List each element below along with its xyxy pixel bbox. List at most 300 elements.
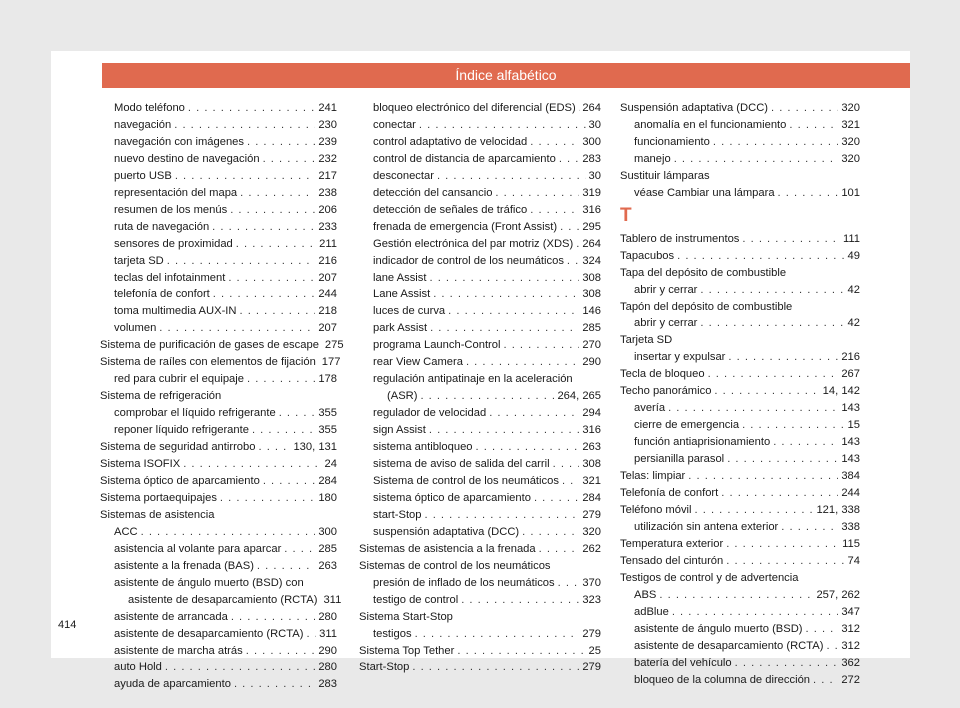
entry-page-ref: 143: [841, 402, 860, 415]
entry-page-ref: 267: [841, 368, 860, 381]
page-title: Índice alfabético: [455, 67, 557, 83]
dot-leader: [461, 592, 579, 609]
entry-page-ref: 311: [319, 627, 337, 640]
dot-leader: [231, 609, 316, 626]
dot-leader: [448, 303, 579, 320]
index-subentry: [100, 676, 337, 693]
entry-page-ref: 178: [318, 373, 337, 386]
entry-page-ref: 130, 131: [293, 441, 337, 454]
entry-page-ref: 146: [582, 305, 601, 318]
index-entry: [100, 388, 337, 405]
dot-leader: [742, 417, 844, 434]
index-subentry: [620, 282, 860, 299]
index-entry: [359, 541, 601, 558]
dot-leader: [415, 626, 580, 643]
index-subentry: [359, 439, 601, 456]
dot-leader: [212, 219, 315, 236]
index-subentry: [359, 168, 601, 185]
index-entry: [100, 337, 344, 354]
entry-page-ref: 177: [321, 356, 341, 369]
entry-text: asistente de desaparcamiento (RCTA): [114, 627, 304, 640]
index-subentry: [100, 405, 337, 422]
index-subentry: [620, 434, 860, 451]
dot-leader: [677, 248, 844, 265]
entry-page-ref: 279: [582, 508, 601, 521]
entry-text: volumen: [114, 322, 157, 335]
entry-text: Sistema de control de los neumáticos: [373, 474, 559, 487]
entry-page-ref: 311: [323, 593, 342, 606]
dot-leader: [188, 100, 315, 117]
index-subentry: [620, 117, 860, 134]
index-subentry: [100, 117, 337, 134]
index-subentry: [620, 655, 860, 672]
entry-page-ref: 143: [841, 453, 860, 466]
dot-leader: [466, 354, 579, 371]
dot-leader: [726, 553, 844, 570]
dot-leader: [672, 604, 838, 621]
entry-page-ref: 180: [318, 491, 337, 504]
entry-text: regulación antipatinaje en la aceleración: [373, 373, 573, 386]
dot-leader: [558, 575, 580, 592]
entry-page-ref: 263: [318, 559, 337, 572]
dot-leader: [306, 626, 316, 643]
dot-leader: [503, 337, 579, 354]
dot-leader: [771, 100, 838, 117]
index-entry: [620, 265, 860, 282]
entry-page-ref: 207: [318, 271, 337, 284]
entry-page-ref: 257, 262: [816, 588, 860, 601]
entry-text: Tensado del cinturón: [620, 554, 724, 567]
entry-text: (ASR): [387, 390, 418, 403]
index-entry: [620, 100, 860, 117]
entry-page-ref: 280: [318, 610, 337, 623]
dot-leader: [247, 134, 315, 151]
entry-page-ref: 320: [582, 525, 601, 538]
dot-leader: [263, 151, 316, 168]
entry-text: presión de inflado de los neumáticos: [373, 576, 555, 589]
dot-leader: [530, 134, 579, 151]
entry-text: sistema antibloqueo: [373, 441, 473, 454]
index-subentry: [359, 236, 601, 253]
entry-page-ref: 308: [582, 458, 601, 471]
entry-page-ref: 320: [841, 102, 860, 114]
index-entry: [620, 485, 860, 502]
entry-text: control de distancia de aparcamiento: [373, 152, 556, 165]
index-entry: [100, 490, 337, 507]
index-entry: [620, 299, 860, 316]
dot-leader: [659, 587, 813, 604]
entry-page-ref: 362: [841, 656, 860, 669]
entry-text: Sustituir lámparas: [620, 169, 710, 182]
section-letter: T: [620, 204, 632, 226]
entry-text: telefonía de confort: [114, 288, 210, 301]
entry-text: batería del vehículo: [634, 656, 732, 669]
dot-leader: [279, 405, 316, 422]
dot-leader: [252, 422, 315, 439]
entry-text: Telas: limpiar: [620, 470, 686, 483]
index-subentry: [100, 303, 337, 320]
index-subentry: [100, 168, 337, 185]
entry-page-ref: 285: [318, 542, 337, 555]
entry-page-ref: 244: [841, 487, 860, 500]
dot-leader: [476, 439, 580, 456]
entry-text: Sistema ISOFIX: [100, 458, 181, 471]
dot-leader: [246, 643, 316, 660]
entry-page-ref: 14, 142: [822, 385, 860, 398]
entry-page-ref: 238: [318, 186, 337, 199]
entry-page-ref: 264: [582, 237, 601, 250]
entry-text: red para cubrir el equipaje: [114, 373, 244, 386]
entry-text: utilización sin antena exterior: [634, 520, 779, 533]
entry-text: Tapacubos: [620, 249, 675, 262]
dot-leader: [228, 270, 315, 287]
dot-leader: [813, 672, 838, 689]
entry-page-ref: 321: [582, 474, 601, 487]
entry-text: rear View Camera: [373, 356, 463, 369]
entry-text: detección del cansancio: [373, 186, 493, 199]
index-subentry: [100, 253, 337, 270]
entry-page-ref: 290: [582, 356, 601, 369]
dot-leader: [789, 117, 838, 134]
dot-leader: [433, 286, 579, 303]
dot-leader: [457, 643, 585, 660]
dot-leader: [412, 659, 579, 676]
entry-text: asistente de ángulo muerto (BSD): [634, 622, 803, 635]
index-subentry: [620, 451, 860, 468]
index-entry: [359, 609, 601, 626]
entry-text: Tapón del depósito de combustible: [620, 300, 793, 313]
index-subentry: [100, 371, 337, 388]
entry-text: asistente de marcha atrás: [114, 644, 243, 657]
entry-text: Sistemas de asistencia: [100, 508, 215, 521]
entry-page-ref: 15: [847, 419, 860, 432]
index-subentry: [359, 371, 601, 405]
entry-text: abrir y cerrar: [634, 283, 698, 296]
dot-leader: [534, 490, 579, 507]
index-subentry: [100, 643, 337, 660]
index-subentry: [620, 185, 860, 202]
index-column-2: [359, 100, 601, 676]
entry-page-ref: 143: [841, 436, 860, 449]
dot-leader: [213, 286, 316, 303]
entry-text: puerto USB: [114, 169, 172, 182]
index-entry: [100, 439, 337, 456]
index-subentry: [620, 349, 860, 366]
dot-leader: [539, 541, 580, 558]
index-entry: [620, 468, 860, 485]
entry-page-ref: 312: [841, 622, 860, 635]
dot-leader: [420, 388, 554, 405]
index-subentry: [359, 100, 601, 117]
entry-text: lane Assist: [373, 271, 427, 284]
index-subentry: [359, 270, 601, 287]
entry-text: navegación: [114, 118, 172, 131]
index-subentry: [359, 185, 601, 202]
index-entry: [359, 659, 601, 676]
index-subentry: [359, 219, 601, 236]
index-subentry: [359, 490, 601, 507]
index-subentry: [100, 575, 342, 609]
index-subentry: [100, 286, 337, 303]
index-subentry: [620, 604, 860, 621]
entry-text: Sistema Start-Stop: [359, 610, 453, 623]
entry-page-ref: 300: [582, 135, 601, 148]
index-entry: [620, 502, 860, 519]
entry-page-ref: 217: [318, 169, 337, 182]
index-subentry: [100, 422, 337, 439]
index-subentry: [359, 286, 601, 303]
dot-leader: [165, 659, 315, 676]
entry-text: Suspensión adaptativa (DCC): [620, 102, 768, 114]
dot-leader: [560, 219, 579, 236]
index-subentry: [100, 134, 337, 151]
index-column-3: [620, 100, 860, 688]
entry-page-ref: 295: [582, 220, 601, 233]
index-subentry: [359, 575, 601, 592]
entry-text: véase Cambiar una lámpara: [634, 186, 775, 199]
index-subentry: [359, 507, 601, 524]
index-entry: [100, 354, 341, 371]
entry-page-ref: 49: [847, 249, 860, 262]
dot-leader: [708, 366, 839, 383]
entry-text: luces de curva: [373, 305, 446, 318]
entry-page-ref: 218: [318, 305, 337, 318]
entry-text: resumen de los menús: [114, 203, 228, 216]
dot-leader: [257, 558, 315, 575]
entry-page-ref: 320: [841, 135, 860, 148]
index-subentry: [359, 456, 601, 473]
index-entry: [620, 168, 860, 185]
index-entry: [620, 570, 860, 587]
entry-page-ref: 74: [847, 554, 860, 567]
dot-leader: [419, 117, 586, 134]
index-subentry: [359, 473, 601, 490]
entry-text: Sistema Top Tether: [359, 644, 455, 657]
entry-page-ref: 262: [582, 542, 601, 555]
entry-text: park Assist: [373, 322, 428, 335]
dot-leader: [522, 524, 579, 541]
entry-page-ref: 338: [841, 520, 860, 533]
entry-continuation: [114, 592, 342, 609]
dot-leader: [695, 502, 814, 519]
entry-page-ref: 42: [847, 317, 860, 330]
entry-page-ref: 355: [318, 424, 337, 437]
index-subentry: [620, 638, 860, 655]
dot-leader: [567, 253, 579, 270]
entry-page-ref: 321: [841, 118, 860, 131]
index-entry: [359, 558, 601, 575]
entry-page-ref: 300: [318, 525, 337, 538]
entry-text: bloqueo electrónico del diferencial (EDS): [373, 102, 576, 114]
dot-leader: [562, 473, 579, 490]
index-subentry: [100, 151, 337, 168]
entry-page-ref: 263: [582, 441, 601, 454]
entry-page-ref: 320: [841, 152, 860, 165]
dot-leader: [167, 253, 316, 270]
index-entry: [620, 332, 860, 349]
entry-page-ref: 216: [318, 254, 337, 267]
index-subentry: [100, 100, 337, 117]
entry-page-ref: 279: [582, 627, 601, 640]
entry-page-ref: 285: [582, 322, 601, 335]
entry-page-ref: 244: [318, 288, 337, 301]
entry-text: asistente de ángulo muerto (BSD) con: [114, 576, 304, 589]
entry-text: sistema óptico de aparcamiento: [373, 491, 531, 504]
dot-leader: [159, 320, 315, 337]
entry-page-ref: 241: [318, 102, 337, 114]
entry-text: Sistema de refrigeración: [100, 390, 222, 403]
dot-leader: [430, 320, 579, 337]
index-subentry: [359, 320, 601, 337]
index-subentry: [100, 626, 337, 643]
entry-page-ref: 308: [582, 288, 601, 301]
entry-page-ref: 216: [841, 351, 860, 364]
entry-text: testigo de control: [373, 593, 459, 606]
index-entry: [620, 383, 860, 400]
index-entry: [100, 473, 337, 490]
entry-page-ref: 111: [842, 232, 860, 245]
entry-text: toma multimedia AUX-IN: [114, 305, 237, 318]
entry-text: Lane Assist: [373, 288, 431, 301]
dot-leader: [559, 151, 579, 168]
dot-leader: [553, 456, 580, 473]
entry-page-ref: 283: [582, 152, 601, 165]
entry-page-ref: 115: [842, 537, 860, 550]
entry-text: Tapa del depósito de combustible: [620, 266, 787, 279]
page-number: 414: [58, 619, 77, 631]
entry-text: Sistema portaequipajes: [100, 491, 217, 504]
dot-leader: [174, 117, 315, 134]
index-subentry: [620, 417, 860, 434]
entry-text: manejo: [634, 152, 671, 165]
dot-leader: [728, 349, 838, 366]
entry-text: sign Assist: [373, 424, 426, 437]
index-subentry: [620, 519, 860, 536]
index-subentry: [359, 524, 601, 541]
entry-text: regulador de velocidad: [373, 407, 487, 420]
entry-text: Telefonía de confort: [620, 487, 719, 500]
entry-text: ABS: [634, 588, 657, 601]
entry-page-ref: 370: [582, 576, 601, 589]
dot-leader: [700, 315, 844, 332]
dot-leader: [234, 676, 315, 693]
entry-text: reponer líquido refrigerante: [114, 424, 249, 437]
entry-text: Gestión electrónica del par motriz (XDS): [373, 237, 574, 250]
dot-leader: [778, 185, 839, 202]
entry-text: avería: [634, 402, 666, 415]
dot-leader: [425, 507, 580, 524]
entry-text: detección de señales de tráfico: [373, 203, 528, 216]
index-subentry: [620, 621, 860, 638]
index-subentry: [359, 151, 601, 168]
index-subentry: [100, 202, 337, 219]
dot-leader: [183, 456, 321, 473]
entry-text: Sistema óptico de aparcamiento: [100, 474, 260, 487]
dot-leader: [175, 168, 315, 185]
index-subentry: [359, 422, 601, 439]
entry-text: Sistemas de asistencia a la frenada: [359, 542, 536, 555]
dot-leader: [437, 168, 586, 185]
entry-text: asistente de desaparcamiento (RCTA): [128, 593, 318, 606]
entry-page-ref: 270: [582, 339, 601, 352]
entry-page-ref: 279: [582, 661, 601, 674]
dot-leader: [721, 485, 838, 502]
entry-page-ref: 283: [318, 678, 337, 691]
index-entry: [100, 456, 337, 473]
index-subentry: [620, 151, 860, 168]
index-entry: [620, 231, 860, 248]
entry-text: anomalía en el funcionamiento: [634, 118, 787, 131]
entry-text: sensores de proximidad: [114, 237, 233, 250]
dot-leader: [230, 202, 315, 219]
entry-text: asistente de arrancada: [114, 610, 228, 623]
entry-page-ref: 24: [324, 458, 337, 471]
index-column-1: [100, 100, 344, 693]
entry-continuation: [373, 388, 601, 405]
entry-text: asistencia al volante para aparcar: [114, 542, 282, 555]
index-subentry: [100, 558, 337, 575]
entry-text: suspensión adaptativa (DCC): [373, 525, 520, 538]
index-entry: [620, 248, 860, 265]
index-entry: [620, 366, 860, 383]
dot-leader: [576, 236, 579, 253]
dot-leader: [806, 621, 839, 638]
dot-leader: [781, 519, 838, 536]
entry-page-ref: 347: [841, 605, 860, 618]
dot-leader: [727, 451, 838, 468]
index-subentry: [100, 270, 337, 287]
dot-leader: [284, 541, 315, 558]
entry-text: start-Stop: [373, 508, 422, 521]
entry-text: testigos: [373, 627, 412, 640]
entry-text: Tecla de bloqueo: [620, 368, 705, 381]
entry-text: adBlue: [634, 605, 669, 618]
dot-leader: [826, 638, 838, 655]
entry-text: representación del mapa: [114, 186, 238, 199]
entry-text: tarjeta SD: [114, 254, 164, 267]
entry-page-ref: 275: [324, 339, 344, 352]
entry-text: persianilla parasol: [634, 453, 725, 466]
index-entry: [620, 536, 860, 553]
entry-page-ref: 316: [582, 203, 601, 216]
entry-text: Tablero de instrumentos: [620, 232, 740, 245]
entry-page-ref: 294: [582, 407, 601, 420]
entry-page-ref: 355: [318, 407, 337, 420]
entry-page-ref: 290: [318, 644, 337, 657]
entry-page-ref: 280: [318, 661, 337, 674]
entry-text: insertar y expulsar: [634, 351, 726, 364]
entry-page-ref: 312: [841, 639, 860, 652]
dot-leader: [495, 185, 579, 202]
entry-text: ruta de navegación: [114, 220, 210, 233]
entry-page-ref: 308: [582, 271, 601, 284]
entry-page-ref: 230: [318, 118, 337, 131]
index-subentry: [620, 672, 860, 689]
index-subentry: [359, 253, 601, 270]
entry-text: funcionamiento: [634, 135, 710, 148]
header-bar: [102, 63, 910, 88]
dot-leader: [220, 490, 315, 507]
index-subentry: [359, 303, 601, 320]
index-subentry: [100, 541, 337, 558]
entry-page-ref: 30: [588, 118, 601, 131]
entry-text: sistema de aviso de salida del carril: [373, 458, 550, 471]
entry-text: asistente a la frenada (BAS): [114, 559, 254, 572]
entry-page-ref: 25: [588, 644, 601, 657]
dot-leader: [258, 439, 290, 456]
entry-page-ref: 211: [319, 237, 337, 250]
index-subentry: [359, 354, 601, 371]
